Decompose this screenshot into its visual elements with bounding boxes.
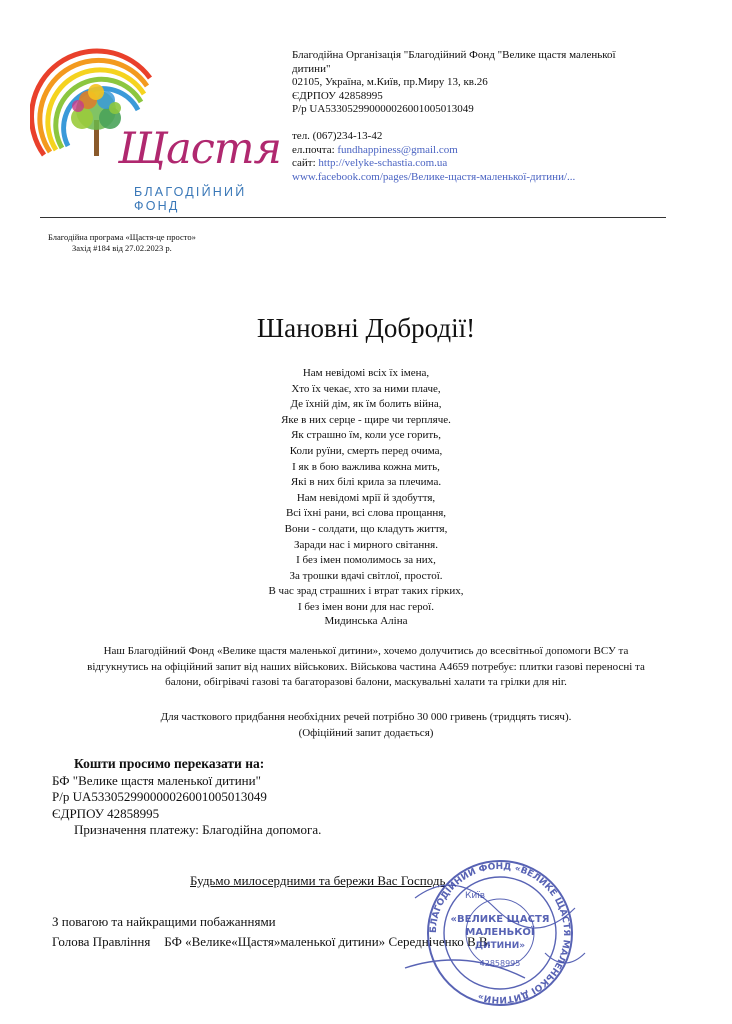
poem-line: Заради нас і мирного світання. xyxy=(294,538,438,551)
signatory-name: Середніченко В.В. xyxy=(388,934,491,949)
site-label: сайт: xyxy=(292,157,319,170)
poem-line: Які в них білі крила за плечима. xyxy=(290,476,442,489)
payment-recipient: БФ "Велике щастя маленької дитини" xyxy=(52,772,261,788)
org-edrpou: ЄДРПОУ 42858995 xyxy=(292,89,383,102)
payment-heading: Кошти просимо переказати на: xyxy=(74,756,265,771)
poem-line: Хто їх чекає, хто за ними плаче, xyxy=(291,382,441,395)
svg-text:42858995: 42858995 xyxy=(479,959,521,968)
svg-text:«ВЕЛИКЕ ЩАСТЯ: «ВЕЛИКЕ ЩАСТЯ xyxy=(450,914,550,925)
poem-line: Коли руїни, смерть перед очима, xyxy=(289,444,443,457)
org-account: Р/р UA533052990000026001005013049 xyxy=(292,103,474,116)
need-amount: Для часткового придбання необхідних речей потрібно 30 000 гривень (тридцять тисяч). xyxy=(160,711,572,723)
poem-line: Нам невідомі всіх їх імена, xyxy=(302,367,430,379)
official-stamp xyxy=(395,858,605,1008)
facebook-link[interactable]: www.facebook.com/pages/Велике-щастя-маленької-дитини/... xyxy=(292,170,576,183)
poem-line: Як страшно їм, коли усе горить, xyxy=(291,429,441,442)
payment-purpose: Призначення платежу: Благодійна допомога. xyxy=(74,822,322,838)
payment-details xyxy=(52,756,321,839)
poem-line: В час зрад страшних і втрат таких гірких, xyxy=(268,585,464,598)
poem-line: За трошки вдачі світлої, простої. xyxy=(289,569,443,582)
signatory-org: БФ «Велике«Щастя»маленької дитини» xyxy=(164,934,386,949)
email-link[interactable]: fundhappiness@gmail.com xyxy=(337,143,458,156)
appeal-line: балони, обігрівачі газові та багаторазові балони, маскувальні халати та грілки для ніг. xyxy=(165,676,567,689)
site-link[interactable]: http://velyke-schastia.com.ua xyxy=(318,157,448,170)
program-name: Благодійна програма «Щастя-це просто» xyxy=(48,232,196,242)
fund-logo xyxy=(30,40,282,213)
signatory-position: Голова Правління xyxy=(52,934,151,949)
program-reference xyxy=(48,232,196,254)
logo-wordmark: Щастя xyxy=(118,124,282,174)
email-row xyxy=(292,144,712,158)
need-note: (Офіційний запит додається) xyxy=(298,726,434,739)
appeal-line: Наш Благодійний Фонд «Велике щастя маленької дитини», хочемо долучитись до всесвітньої допомоги ВСУ та xyxy=(103,645,629,657)
svg-text:Київ: Київ xyxy=(465,891,486,901)
poem-author: Мидинська Аліна xyxy=(324,615,408,627)
poem-line: Нам невідомі мрії й здобуття, xyxy=(296,491,436,504)
stamp-seal-icon xyxy=(395,858,605,1008)
header-divider xyxy=(40,217,666,218)
poem-line: Яке в них серце - щире чи терпляче. xyxy=(281,413,451,426)
poem-line: І як в бою важлива кожна мить, xyxy=(292,460,440,473)
org-line: Благодійна Організація "Благодійний Фонд "Велике щастя маленької xyxy=(292,49,616,61)
appeal-paragraph xyxy=(40,644,692,691)
poem xyxy=(0,366,732,616)
email-label: ел.почта: xyxy=(292,143,338,156)
closing-regards: З повагою та найкращими побажаннями xyxy=(52,914,276,929)
contacts-block xyxy=(292,130,712,184)
org-line: дитини" xyxy=(292,62,331,75)
event-number: Захід #184 від 27.02.2023 р. xyxy=(72,243,172,253)
org-address: 02105, Україна, м.Київ, пр.Миру 13, кв.26 xyxy=(292,76,488,89)
phone: тел. (067)234-13-42 xyxy=(292,130,383,142)
poem-line: Всі їхні рани, всі слова прощання, xyxy=(285,507,447,520)
logo-subtitle: БЛАГОДІЙНИЙ ФОНД xyxy=(134,185,247,213)
appeal-line: відгукнутись на офіційний запит від наших військових. Військова частина А4659 потребує: плитки газові переносні та xyxy=(87,660,645,673)
payment-account: Р/р UA533052990000026001005013049 xyxy=(52,789,267,805)
motto: Будьмо милосердними та бережи Вас Господь xyxy=(190,873,446,888)
poem-line: І без імен вони для нас герої. xyxy=(297,600,434,613)
organization-info xyxy=(292,49,712,117)
payment-edrpou: ЄДРПОУ 42858995 xyxy=(52,805,160,821)
svg-text:МАЛЕНЬКОЇ: МАЛЕНЬКОЇ xyxy=(465,927,535,938)
greeting-title: Шановні Добродії! xyxy=(256,313,476,343)
site-row xyxy=(292,157,712,171)
funding-need xyxy=(0,710,732,741)
svg-text:БЛАГОДІЙНИЙ ФОНД «ВЕЛИКЕ ЩАСТЯ: БЛАГОДІЙНИЙ ФОНД «ВЕЛИКЕ ЩАСТЯ МАЛЕНЬКОЇ ДИТИНИ» xyxy=(428,861,572,1005)
poem-line: Вони - солдати, що кладуть життя, xyxy=(284,522,448,535)
poem-line: І без імен помолимось за них, xyxy=(296,554,436,567)
poem-line: Де їхній дім, як їм болить війна, xyxy=(290,398,442,411)
svg-text:ДИТИНИ»: ДИТИНИ» xyxy=(474,941,526,951)
